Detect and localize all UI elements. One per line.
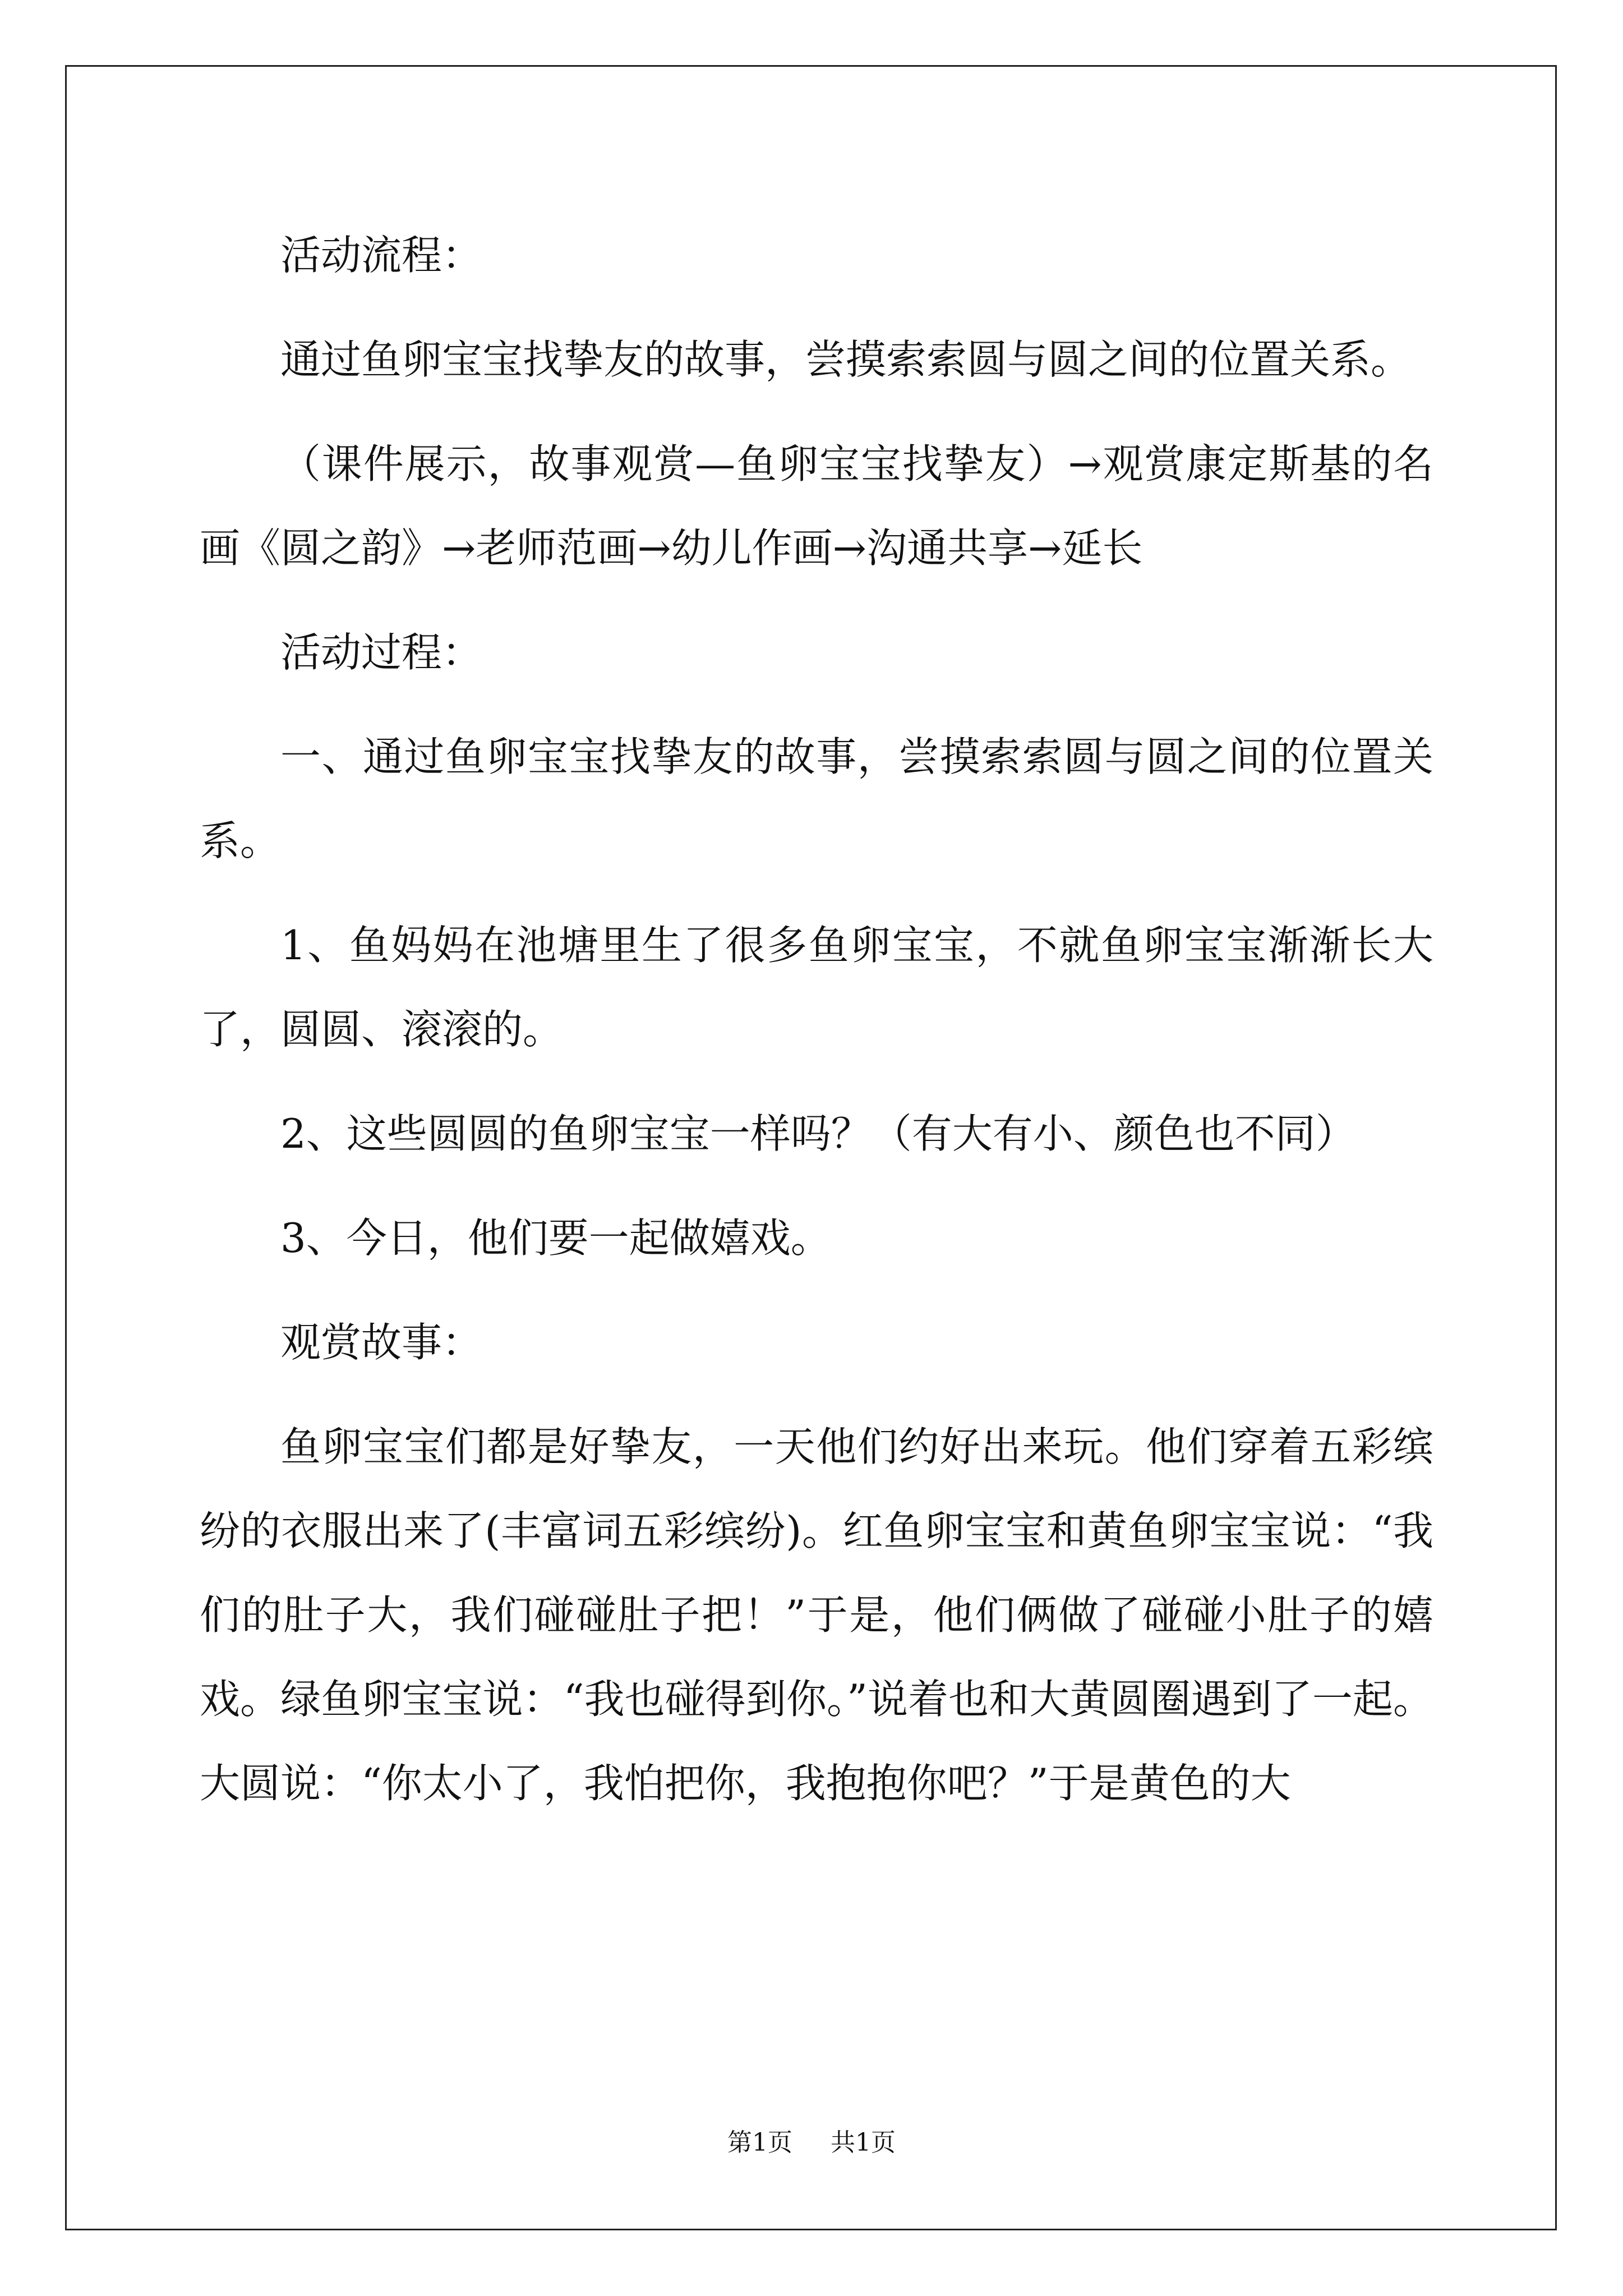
page-number-current: 第1页 bbox=[727, 2128, 792, 2157]
paragraph-story-heading: 观赏故事： bbox=[280, 1319, 483, 1366]
paragraph-story-text: 鱼卵宝宝们都是好挚友，一天他们约好出来玩。他们穿着五彩缤纷的衣服出来了(丰富词五彩缤纷)。红鱼卵宝宝和黄鱼卵宝宝说：“我们的肚子大，我们碰碰肚子把！”于是，他们俩做了碰碰小肚子的嬉戏。绿鱼卵宝宝说：“我也碰得到你。”说着也和大黄圆圈遇到了一起。大圆说：“你太小了，我怕把你，我抱抱你吧？”于是黄色的大 bbox=[200, 1423, 1433, 1807]
document-body bbox=[200, 213, 1433, 1846]
paragraph-process-step-one: 一、通过鱼卵宝宝找挚友的故事，尝摸索索圆与圆之间的位置关系。 bbox=[200, 733, 1433, 864]
paragraph-flow-intro: 通过鱼卵宝宝找挚友的故事，尝摸索索圆与圆之间的位置关系。 bbox=[280, 336, 1412, 383]
paragraph-flow-heading: 活动流程： bbox=[280, 232, 483, 279]
paragraph-item-3: 3、今日，他们要一起做嬉戏。 bbox=[280, 1214, 831, 1262]
paragraph-item-1: 1、鱼妈妈在池塘里生了很多鱼卵宝宝，不就鱼卵宝宝渐渐长大了，圆圆、滚滚的。 bbox=[200, 922, 1433, 1053]
paragraph-item-2: 2、这些圆圆的鱼卵宝宝一样吗？（有大有小、颜色也不同） bbox=[280, 1110, 1356, 1157]
paragraph-process-heading: 活动过程： bbox=[280, 629, 483, 676]
page-footer bbox=[0, 2126, 1623, 2160]
paragraph-flow-steps: （课件展示，故事观赏—鱼卵宝宝找挚友）→观赏康定斯基的名画《圆之韵》→老师范画→幼儿作画→沟通共享→延长 bbox=[200, 440, 1433, 572]
page-number-total: 共1页 bbox=[831, 2128, 896, 2157]
